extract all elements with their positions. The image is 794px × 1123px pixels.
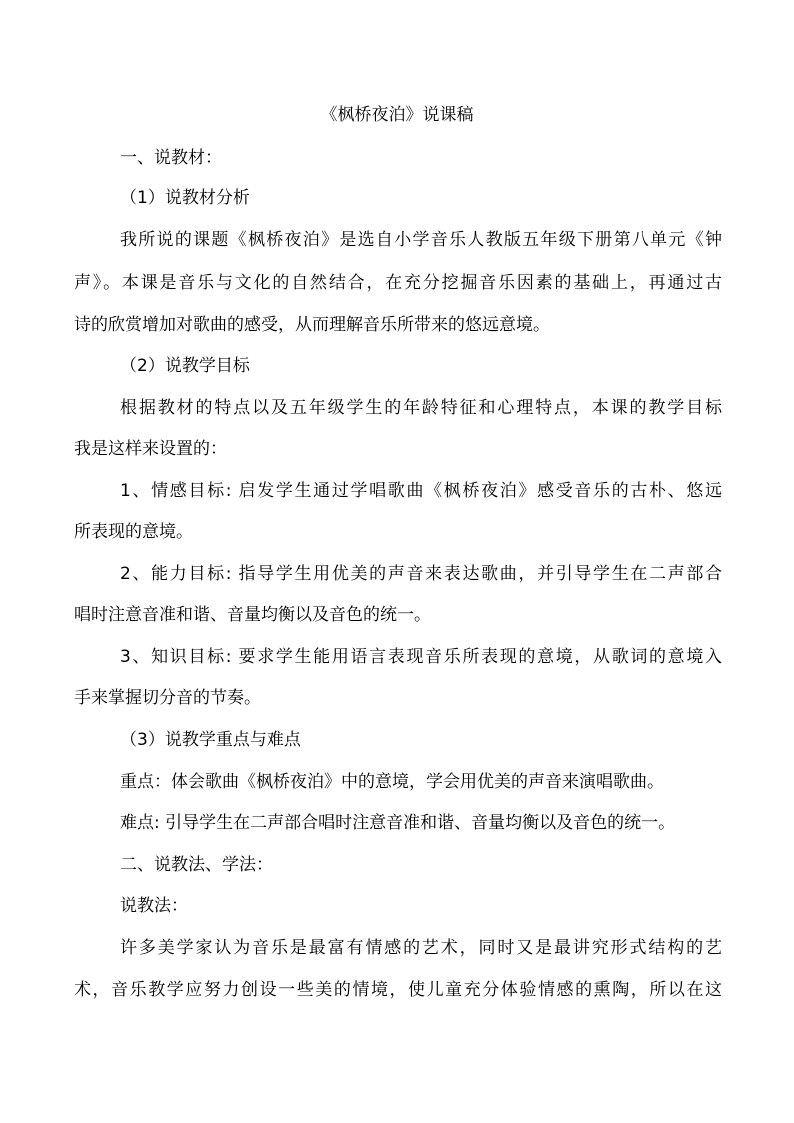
subsection-heading: （1）说教材分析 xyxy=(120,188,250,208)
paragraph-line: 所表现的意境。 xyxy=(74,522,193,542)
paragraph-line: 术，音乐教学应努力创设一些美的情境，使儿童充分体验情感的熏陶，所以在这 xyxy=(74,980,722,1000)
paragraph-line: 3、知识目标: 要求学生能用语言表现音乐所表现的意境，从歌词的意境入 xyxy=(120,647,722,667)
paragraph-line: 诗的欣赏增加对歌曲的感受，从而理解音乐所带来的悠远意境。 xyxy=(74,315,550,335)
paragraph-line: 重点：体会歌曲《枫桥夜泊》中的意境，学会用优美的声音来演唱歌曲。 xyxy=(120,772,664,792)
paragraph-line: 唱时注意音准和谐、音量均衡以及音色的统一。 xyxy=(74,605,431,625)
paragraph-line: 根据教材的特点以及五年级学生的年龄特征和心理特点，本课的教学目标 xyxy=(120,398,722,418)
subsection-heading: （3）说教学重点与难点 xyxy=(120,730,301,750)
paragraph-line: 我所说的课题《枫桥夜泊》是选自小学音乐人教版五年级下册第八单元《钟 xyxy=(120,230,722,250)
section-heading: 二、说教法、学法： xyxy=(120,855,273,875)
paragraph-line: 2、能力目标: 指导学生用优美的声音来表达歌曲，并引导学生在二声部合 xyxy=(120,564,722,584)
paragraph-line: 我是这样来设置的： xyxy=(74,439,227,459)
document-title: 《枫桥夜泊》说课稿 xyxy=(320,105,474,125)
paragraph-line: 难点: 引导学生在二声部合唱时注意音准和谐、音量均衡以及音色的统一。 xyxy=(120,813,676,833)
paragraph-line: 许多美学家认为音乐是最富有情感的艺术，同时又是最讲究形式结构的艺 xyxy=(120,938,722,958)
section-heading: 一、说教材： xyxy=(120,148,222,168)
subsection-heading: （2）说教学目标 xyxy=(120,356,250,376)
paragraph-line: 声》。本课是音乐与文化的自然结合，在充分挖掘音乐因素的基础上，再通过古 xyxy=(74,273,722,293)
subsection-heading: 说教法： xyxy=(120,896,188,916)
paragraph-line: 1、情感目标: 启发学生通过学唱歌曲《枫桥夜泊》感受音乐的古朴、悠远 xyxy=(120,481,722,501)
paragraph-line: 手来掌握切分音的节奏。 xyxy=(74,688,261,708)
